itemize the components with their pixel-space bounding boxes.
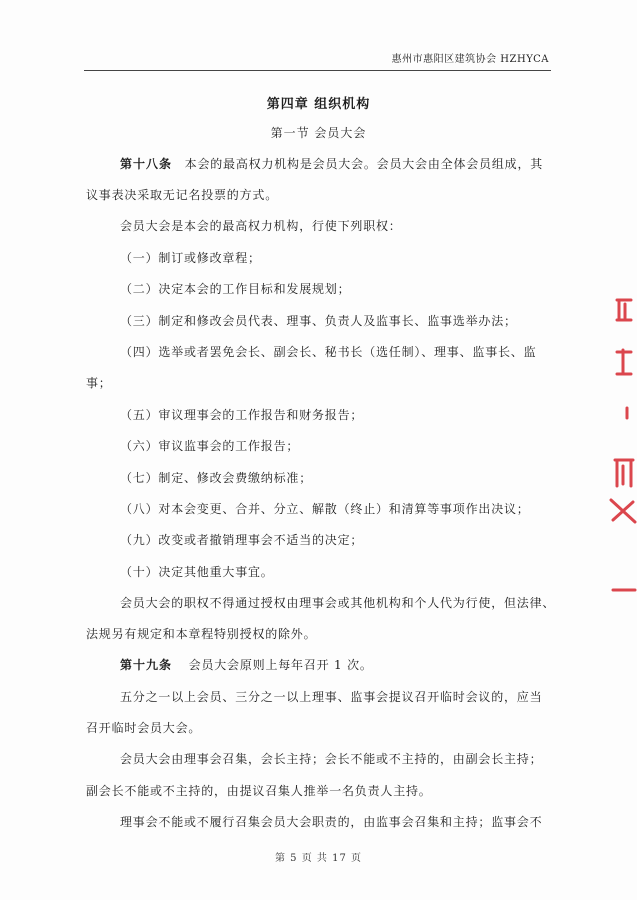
article-18-line-2: 议事表决采取无记名投票的方式。 [86, 188, 279, 202]
header-rule [84, 70, 551, 71]
power-item: （五）审议理事会的工作报告和财务报告； [120, 408, 364, 422]
power-item: （八）对本会变更、合并、分立、解散（终止）和清算等事项作出决议； [120, 502, 530, 516]
power-item: （一）制订或修改章程； [120, 251, 261, 265]
power-item: （六）审议监事会的工作报告； [120, 439, 300, 453]
power-item: （四）选举或者罢免会长、副会长、秘书长（选任制）、理事、监事长、监 [120, 345, 537, 359]
article-19-line-1 [120, 656, 373, 673]
article-18-line-1 [120, 155, 543, 172]
power-item: （十）决定其他重大事宜。 [120, 565, 274, 579]
page-header: 惠州市惠阳区建筑协会 HZHYCA [391, 54, 549, 65]
article-19-line-6: 理事会不能或不履行召集会员大会职责的，由监事会召集和主持；监事会不 [120, 815, 543, 829]
power-item: （七）制定、修改会费缴纳标准； [120, 471, 313, 485]
seal-stamp-fragment [601, 290, 637, 620]
article-19-line-4: 会员大会由理事会召集，会长主持；会长不能或不主持的，由副会长主持； [120, 752, 543, 766]
power-item: （九）改变或者撤销理事会不适当的决定； [120, 533, 364, 547]
power-item: （二）决定本会的工作目标和发展规划； [120, 282, 351, 296]
article-19-text: 会员大会原则上每年召开 1 次。 [188, 658, 373, 672]
section-title: 第一节 会员大会 [270, 126, 367, 140]
power-item-continuation: 事； [86, 376, 112, 390]
article-18-text: 本会的最高权力机构是会员大会。会员大会由全体会员组成，其 [184, 157, 544, 171]
article-18-title: 第十八条 [120, 157, 173, 171]
page-footer: 第 5 页 共 17 页 [275, 853, 362, 864]
article-18-para-2: 法规另有规定和本章程特别授权的除外。 [86, 627, 317, 641]
chapter-title: 第四章 组织机构 [266, 97, 371, 112]
article-19-title: 第十九条 [120, 658, 173, 672]
article-18-para-1: 会员大会的职权不得通过授权由理事会或其他机构和个人代为行使，但法律、 [120, 596, 556, 610]
article-19-line-3: 召开临时会员大会。 [86, 721, 202, 735]
article-19-line-2: 五分之一以上会员、三分之一以上理事、监事会提议召开临时会议的，应当 [120, 690, 543, 704]
article-18-line-3: 会员大会是本会的最高权力机构，行使下列职权： [120, 219, 402, 233]
power-item: （三）制定和修改会员代表、理事、负责人及监事长、监事选举办法； [120, 314, 517, 328]
article-19-line-5: 副会长不能或不主持的，由提议召集人推举一名负责人主持。 [86, 784, 432, 798]
